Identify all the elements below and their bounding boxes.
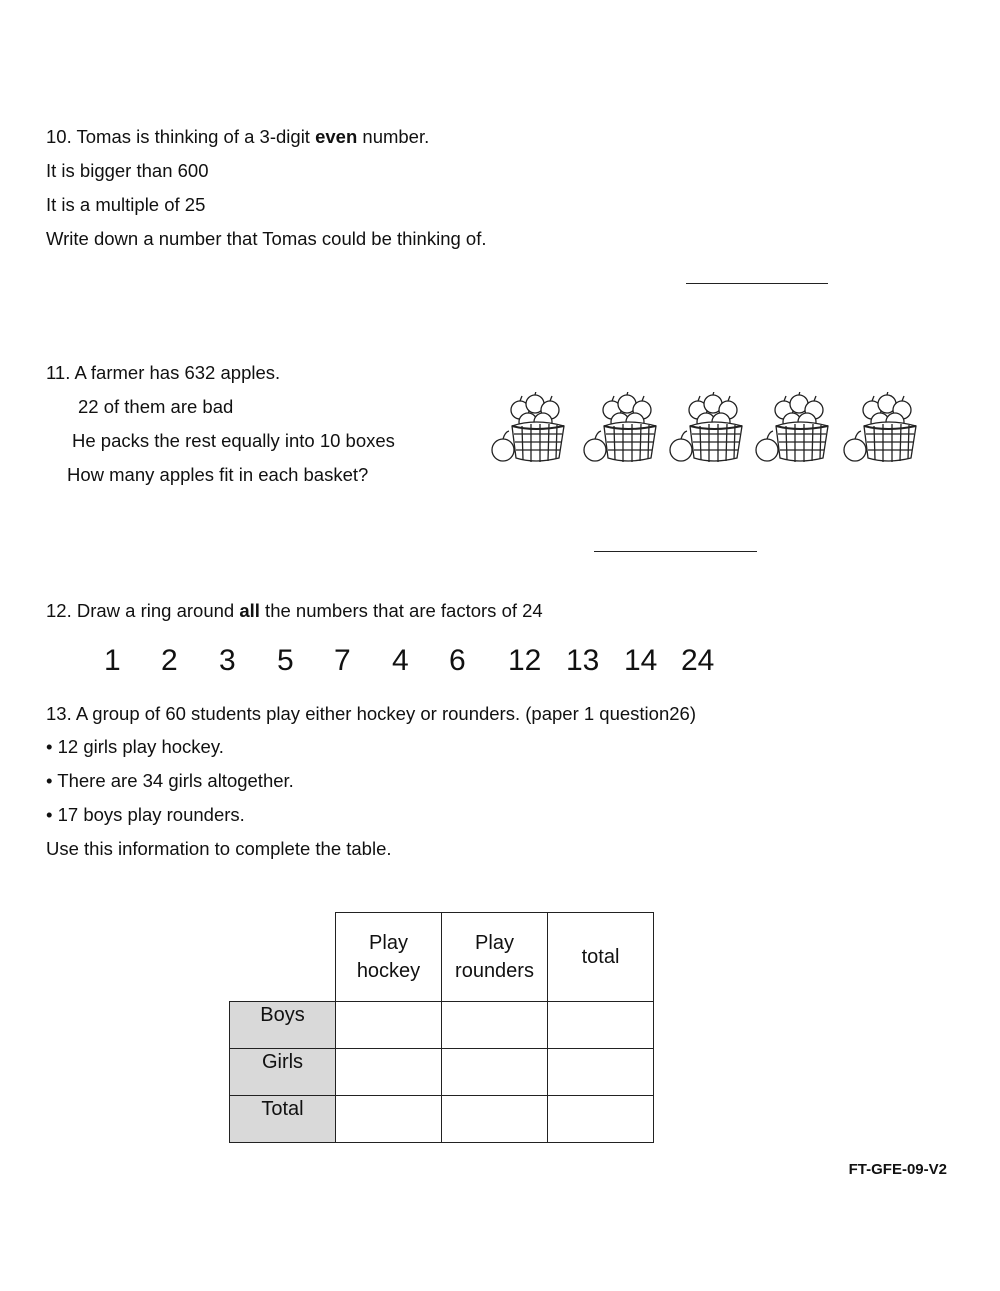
q10-title-suffix: number.: [357, 126, 430, 147]
factor-number[interactable]: 3: [219, 644, 236, 677]
header-play-rounders: [442, 913, 548, 1002]
table-cell[interactable]: [548, 1002, 654, 1049]
table-row: [230, 1049, 654, 1096]
q11-answer-line[interactable]: [594, 551, 757, 552]
table-cell[interactable]: [548, 1049, 654, 1096]
q13-line-3: • There are 34 girls altogether.: [46, 770, 294, 791]
table-cell[interactable]: [336, 1049, 442, 1096]
row-label-total: Total: [230, 1096, 336, 1143]
factor-number[interactable]: 13: [566, 644, 600, 677]
q10-title: [46, 126, 429, 148]
q10-line-3: Write down a number that Tomas could be thinking of.: [46, 228, 487, 249]
factor-number[interactable]: 5: [277, 644, 294, 677]
header-line: Play: [475, 932, 514, 954]
factor-number[interactable]: 4: [392, 644, 409, 677]
worksheet-code: FT-GFE-09-V2: [848, 1161, 947, 1178]
table-row: [230, 1096, 654, 1143]
q13-line-1: 13. A group of 60 students play either hockey or rounders. (paper 1 question26): [46, 703, 696, 724]
factor-number[interactable]: 2: [161, 644, 178, 677]
header-total: [548, 913, 654, 1002]
q10-title-prefix: 10. Tomas is thinking of a 3-digit: [46, 126, 316, 147]
factor-number[interactable]: 12: [508, 644, 542, 677]
table-cell[interactable]: [548, 1096, 654, 1143]
table-cell[interactable]: [442, 1049, 548, 1096]
row-label-boys: Boys: [230, 1002, 336, 1049]
header-line: hockey: [356, 960, 421, 982]
q11-line-2: 22 of them are bad: [78, 396, 234, 417]
q12-title-prefix: 12. Draw a ring around: [46, 600, 240, 621]
table-cell[interactable]: [442, 1002, 548, 1049]
table-corner: [230, 913, 336, 1002]
factor-number[interactable]: 14: [624, 644, 658, 677]
factor-number[interactable]: 1: [104, 644, 121, 677]
row-label-girls: Girls: [230, 1049, 336, 1096]
q10-line-1: It is bigger than 600: [46, 160, 209, 181]
q12-title-bold: all: [239, 600, 260, 621]
header-line: total: [581, 946, 620, 968]
q12-title-suffix: the numbers that are factors of 24: [259, 600, 543, 621]
factor-number[interactable]: 7: [334, 644, 351, 677]
q11-line-1: 11. A farmer has 632 apples.: [46, 362, 281, 383]
header-line: Play: [369, 932, 408, 954]
apple-baskets-illustration: [490, 392, 935, 468]
table-cell[interactable]: [442, 1096, 548, 1143]
header-line: rounders: [455, 960, 534, 982]
table-header-row: [230, 913, 654, 1002]
sports-table: [229, 912, 654, 1143]
table-cell[interactable]: [336, 1096, 442, 1143]
q12-title: [46, 600, 543, 622]
q11-line-4: How many apples fit in each basket?: [67, 464, 369, 485]
table-row: [230, 1002, 654, 1049]
q13-line-5: Use this information to complete the table.: [46, 838, 392, 859]
table-cell[interactable]: [336, 1002, 442, 1049]
q10-title-bold: even: [315, 126, 358, 147]
factor-number[interactable]: 6: [449, 644, 466, 677]
q10-answer-line[interactable]: [686, 283, 828, 284]
q11-line-3: He packs the rest equally into 10 boxes: [72, 430, 395, 451]
header-play-hockey: [336, 913, 442, 1002]
q10-line-2: It is a multiple of 25: [46, 194, 206, 215]
q13-line-2: • 12 girls play hockey.: [46, 736, 224, 757]
q13-line-4: • 17 boys play rounders.: [46, 804, 245, 825]
factor-number[interactable]: 24: [681, 644, 715, 677]
